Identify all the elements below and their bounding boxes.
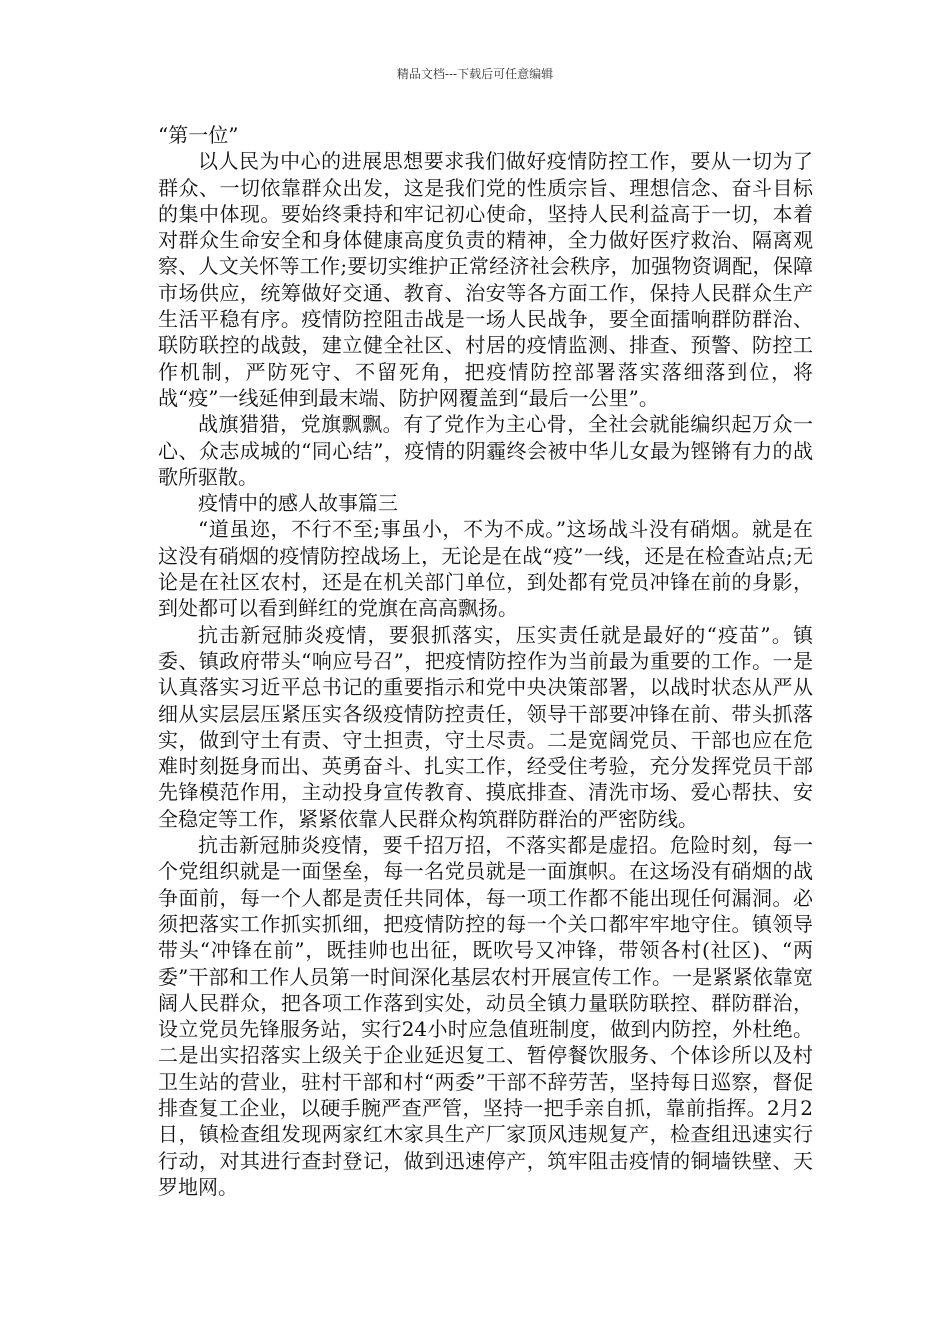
document-body bbox=[158, 122, 813, 1200]
paragraph-no-smoke-battle: “道虽迩，不行不至;事虽小，不为不成。”这场战斗没有硝烟。就是在这没有硝烟的疫情防控战场上，无论是在战“疫”一线，还是在检查站点;无论是在社区农村，还是在机关部门单位，到处都有党员冲锋在前的身影，到处都可以看到鲜红的党旗在高高飘扬。 bbox=[158, 517, 813, 621]
page-header: 精品文档---下载后可任意编辑 bbox=[396, 67, 554, 81]
section-title-story-three: 疫情中的感人故事篇三 bbox=[198, 491, 398, 516]
paragraph-thousand-moves: 抗击新冠肺炎疫情，要千招万招，不落实都是虚招。危险时刻，每一个党组织就是一面堡垒，每一名党员就是一面旗帜。在这场没有硝烟的战争面前，每一个人都是责任共同体，每一项工作都不能出现任何漏洞。必须把落实工作抓实抓细，把疫情防控的每一个关口都牢牢地守住。镇领导带头“冲锋在前”，既挂帅也出征，既吹号又冲锋，带领各村(社区)、“两委”干部和工作人员第一时间深化基层农村开展宣传工作。一是紧紧依靠宽阔人民群众，把各项工作落到实处，动员全镇力量联防联控、群防群治，设立党员先锋服务站，实行24小时应急值班制度，做到内防控，外杜绝。二是出实招落实上级关于企业延迟复工、暂停餐饮服务、个体诊所以及村卫生站的营业，驻村干部和村“两委”干部不辞劳苦，坚持每日巡察，督促排查复工企业，以硬手腕严查严管，坚持一把手亲自抓，靠前指挥。2月2日，镇检查组发现两家红木家具生产厂家顶风违规复产，检查组迅速实行行动，对其进行查封登记，做到迅速停产，筑牢阻击疫情的铜墙铁壁、天罗地网。 bbox=[158, 833, 813, 1199]
paragraph-people-centered: 以人民为中心的进展思想要求我们做好疫情防控工作，要从一切为了群众、一切依靠群众出发，这是我们党的性质宗旨、理想信念、奋斗目标的集中体现。要始终秉持和牢记初心使命，坚持人民利益高于一切，本着对群众生命安全和身体健康高度负责的精神，全力做好医疗救治、隔离观察、人文关怀等工作;要切实维护正常经济社会秩序，加强物资调配，保障市场供应，统筹做好交通、教育、治安等各方面工作，保持人民群众生产生活平稳有序。疫情防控阻击战是一场人民战争，要全面擂响群防群治、联防联控的战鼓，建立健全社区、村居的疫情监测、排查、预警、防控工作机制，严防死守、不留死角，把疫情防控部署落实落细落到位，将战“疫”一线延伸到最末端、防护网覆盖到“最后一公里”。 bbox=[158, 149, 813, 410]
paragraph-heading-first-place: “第一位” bbox=[158, 123, 239, 147]
paragraph-battle-flags: 战旗猎猎，党旗飘飘。有了党作为主心骨，全社会就能编织起万众一心、众志成城的“同心结”，疫情的阴霾终会被中华儿女最为铿锵有力的战歌所驱散。 bbox=[158, 412, 813, 489]
paragraph-implementation: 抗击新冠肺炎疫情，要狠抓落实，压实责任就是最好的“疫苗”。镇委、镇政府带头“响应号召”，把疫情防控作为当前最为重要的工作。一是认真落实习近平总书记的重要指示和党中央决策部署，以战时状态从严从细从实层层压紧压实各级疫情防控责任，领导干部要冲锋在前、带头抓落实，做到守土有责、守土担责，守土尽责。二是宽阔党员、干部也应在危难时刻挺身而出、英勇奋斗、扎实工作，经受住考验，充分发挥党员干部先锋模范作用，主动投身宣传教育、摸底排查、清洗市场、爱心帮扶、安全稳定等工作，紧紧依靠人民群众构筑群防群治的严密防线。 bbox=[158, 622, 813, 831]
